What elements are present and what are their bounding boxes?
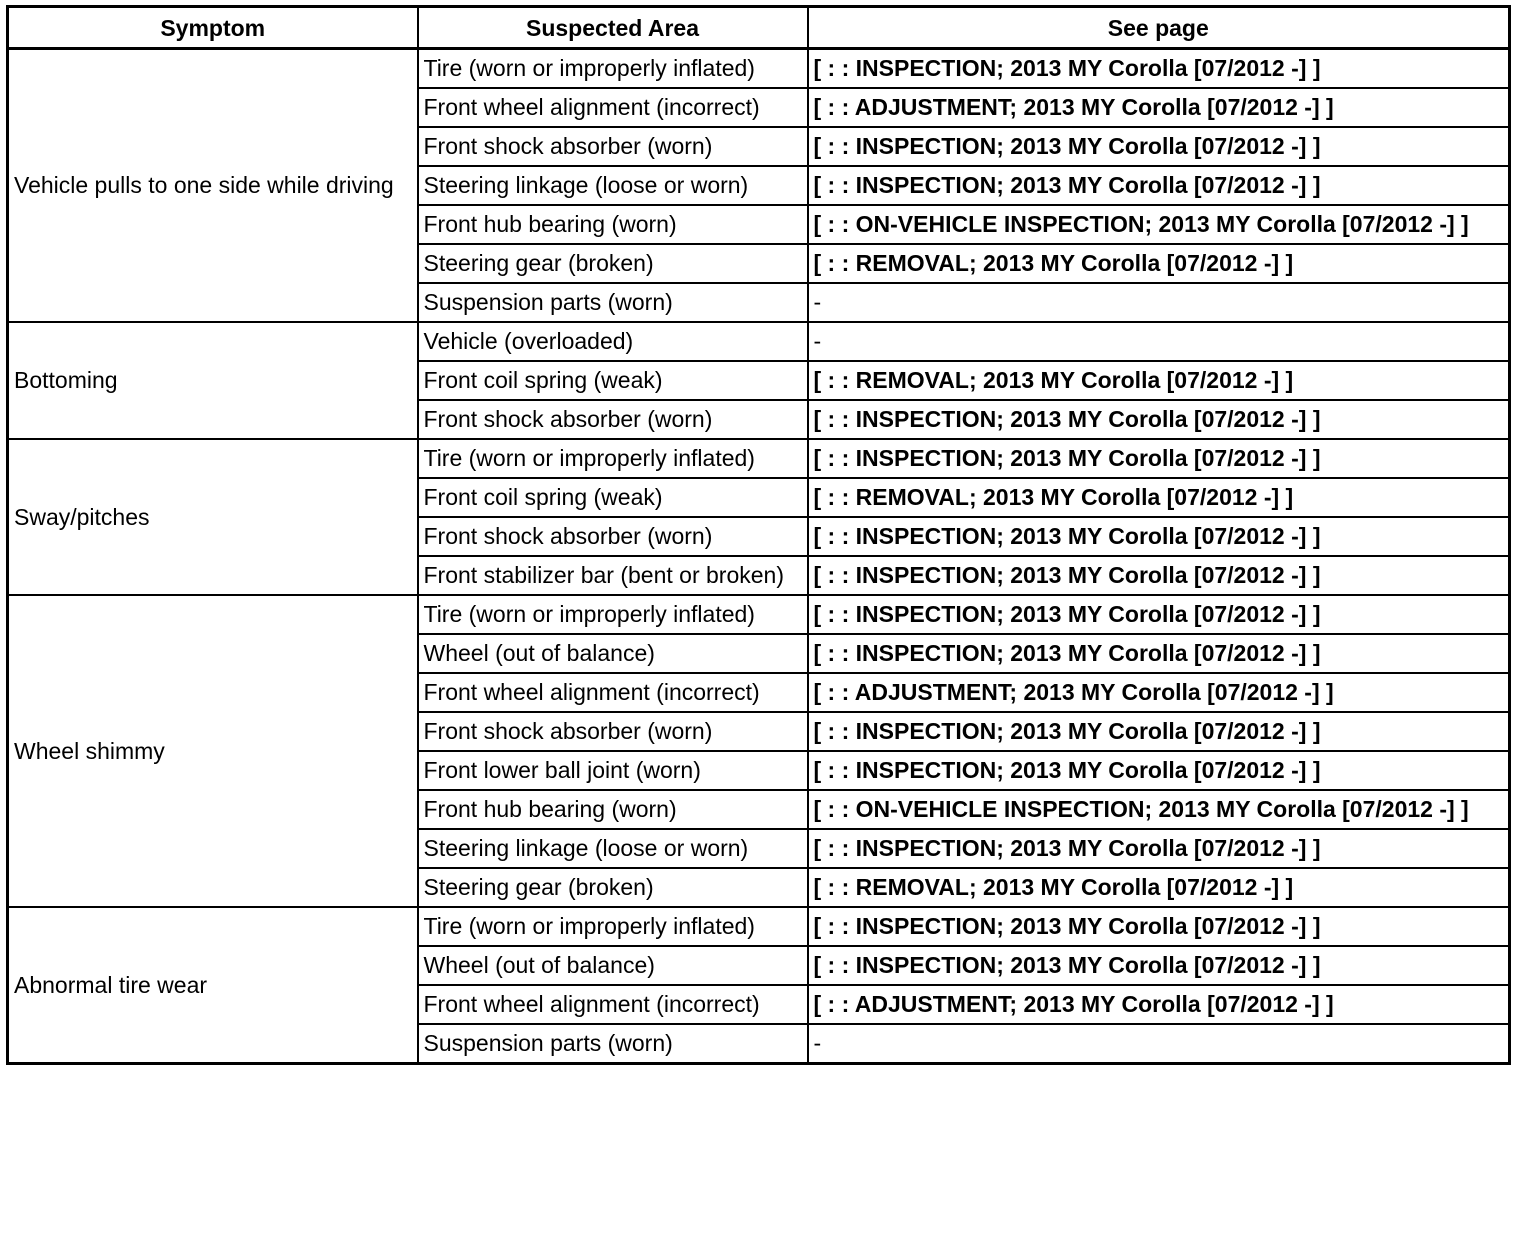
see-page-link[interactable]: [ : : INSPECTION; 2013 MY Corolla [07/2012 -] ] (808, 712, 1510, 751)
suspected-area-cell: Wheel (out of balance) (418, 946, 808, 985)
table-row (8, 907, 1510, 946)
see-page-link[interactable]: [ : : ADJUSTMENT; 2013 MY Corolla [07/2012 -] ] (808, 88, 1510, 127)
see-page-link[interactable]: [ : : REMOVAL; 2013 MY Corolla [07/2012 -] ] (808, 361, 1510, 400)
see-page-link[interactable]: [ : : INSPECTION; 2013 MY Corolla [07/2012 -] ] (808, 556, 1510, 595)
header-see-page: See page (808, 7, 1510, 49)
table-row (8, 49, 1510, 89)
suspected-area-cell: Tire (worn or improperly inflated) (418, 907, 808, 946)
see-page-link[interactable]: [ : : ADJUSTMENT; 2013 MY Corolla [07/2012 -] ] (808, 673, 1510, 712)
see-page-link[interactable]: [ : : INSPECTION; 2013 MY Corolla [07/2012 -] ] (808, 634, 1510, 673)
suspected-area-cell: Steering linkage (loose or worn) (418, 829, 808, 868)
suspected-area-cell: Front hub bearing (worn) (418, 205, 808, 244)
table-row (8, 595, 1510, 634)
header-suspected-area: Suspected Area (418, 7, 808, 49)
see-page-link[interactable]: [ : : INSPECTION; 2013 MY Corolla [07/2012 -] ] (808, 946, 1510, 985)
see-page-link[interactable]: [ : : ADJUSTMENT; 2013 MY Corolla [07/2012 -] ] (808, 985, 1510, 1024)
header-symptom: Symptom (8, 7, 418, 49)
suspected-area-cell: Wheel (out of balance) (418, 634, 808, 673)
symptom-cell: Sway/pitches (8, 439, 418, 595)
header-row (8, 7, 1510, 49)
see-page-link[interactable]: [ : : INSPECTION; 2013 MY Corolla [07/2012 -] ] (808, 595, 1510, 634)
see-page-link[interactable]: [ : : ON-VEHICLE INSPECTION; 2013 MY Corolla [07/2012 -] ] (808, 790, 1510, 829)
suspected-area-cell: Front coil spring (weak) (418, 361, 808, 400)
see-page-cell: - (808, 283, 1510, 322)
suspected-area-cell: Steering gear (broken) (418, 244, 808, 283)
see-page-link[interactable]: [ : : INSPECTION; 2013 MY Corolla [07/2012 -] ] (808, 907, 1510, 946)
see-page-link[interactable]: [ : : INSPECTION; 2013 MY Corolla [07/2012 -] ] (808, 517, 1510, 556)
suspected-area-cell: Front shock absorber (worn) (418, 517, 808, 556)
suspected-area-cell: Tire (worn or improperly inflated) (418, 49, 808, 89)
table-row (8, 322, 1510, 361)
suspected-area-cell: Front shock absorber (worn) (418, 127, 808, 166)
table-body (8, 49, 1510, 1064)
suspected-area-cell: Tire (worn or improperly inflated) (418, 439, 808, 478)
suspected-area-cell: Front shock absorber (worn) (418, 712, 808, 751)
suspected-area-cell: Vehicle (overloaded) (418, 322, 808, 361)
see-page-cell: - (808, 322, 1510, 361)
see-page-link[interactable]: [ : : INSPECTION; 2013 MY Corolla [07/2012 -] ] (808, 439, 1510, 478)
suspected-area-cell: Suspension parts (worn) (418, 283, 808, 322)
see-page-link[interactable]: [ : : REMOVAL; 2013 MY Corolla [07/2012 -] ] (808, 478, 1510, 517)
suspected-area-cell: Front stabilizer bar (bent or broken) (418, 556, 808, 595)
suspected-area-cell: Steering linkage (loose or worn) (418, 166, 808, 205)
suspected-area-cell: Steering gear (broken) (418, 868, 808, 907)
suspected-area-cell: Front wheel alignment (incorrect) (418, 673, 808, 712)
suspected-area-cell: Suspension parts (worn) (418, 1024, 808, 1064)
see-page-link[interactable]: [ : : INSPECTION; 2013 MY Corolla [07/2012 -] ] (808, 829, 1510, 868)
see-page-link[interactable]: [ : : INSPECTION; 2013 MY Corolla [07/2012 -] ] (808, 166, 1510, 205)
symptom-cell: Wheel shimmy (8, 595, 418, 907)
table-row (8, 439, 1510, 478)
suspected-area-cell: Front hub bearing (worn) (418, 790, 808, 829)
see-page-link[interactable]: [ : : INSPECTION; 2013 MY Corolla [07/2012 -] ] (808, 400, 1510, 439)
suspected-area-cell: Front lower ball joint (worn) (418, 751, 808, 790)
see-page-cell: - (808, 1024, 1510, 1064)
see-page-link[interactable]: [ : : REMOVAL; 2013 MY Corolla [07/2012 -] ] (808, 868, 1510, 907)
symptom-table (6, 5, 1511, 1065)
symptom-cell: Abnormal tire wear (8, 907, 418, 1064)
suspected-area-cell: Front wheel alignment (incorrect) (418, 88, 808, 127)
suspected-area-cell: Front wheel alignment (incorrect) (418, 985, 808, 1024)
suspected-area-cell: Tire (worn or improperly inflated) (418, 595, 808, 634)
see-page-link[interactable]: [ : : INSPECTION; 2013 MY Corolla [07/2012 -] ] (808, 127, 1510, 166)
suspected-area-cell: Front coil spring (weak) (418, 478, 808, 517)
see-page-link[interactable]: [ : : INSPECTION; 2013 MY Corolla [07/2012 -] ] (808, 751, 1510, 790)
symptom-cell: Bottoming (8, 322, 418, 439)
suspected-area-cell: Front shock absorber (worn) (418, 400, 808, 439)
see-page-link[interactable]: [ : : ON-VEHICLE INSPECTION; 2013 MY Corolla [07/2012 -] ] (808, 205, 1510, 244)
see-page-link[interactable]: [ : : INSPECTION; 2013 MY Corolla [07/2012 -] ] (808, 49, 1510, 89)
symptom-cell: Vehicle pulls to one side while driving (8, 49, 418, 323)
see-page-link[interactable]: [ : : REMOVAL; 2013 MY Corolla [07/2012 -] ] (808, 244, 1510, 283)
